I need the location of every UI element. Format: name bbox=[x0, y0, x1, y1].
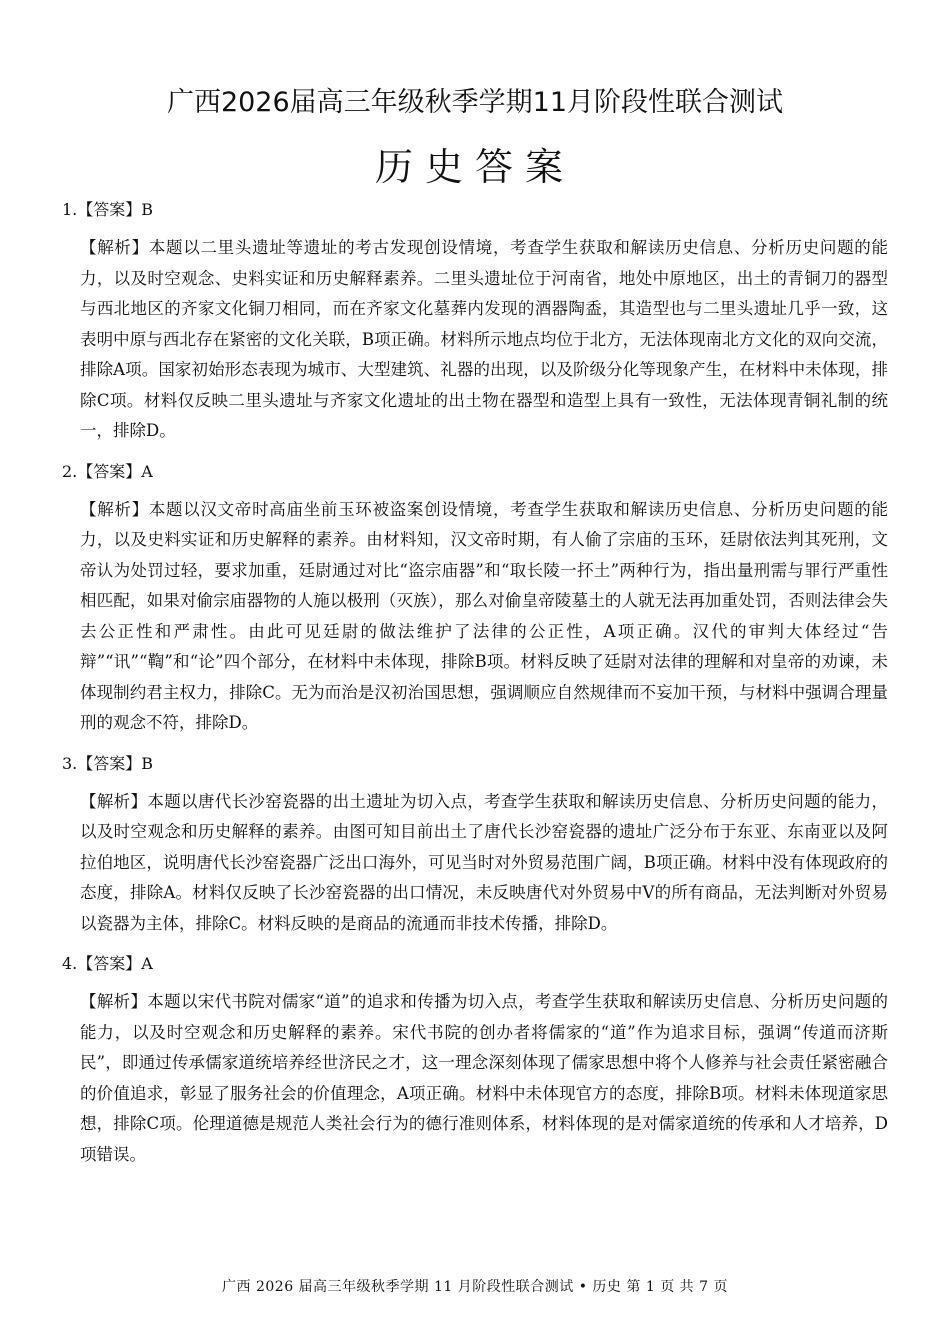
question-item bbox=[62, 753, 888, 940]
page-footer: 广西 2026 届高三年级秋季学期 11 月阶段性联合测试 • 历史 第 1 页 共 7 页 bbox=[222, 1279, 728, 1295]
document-subtitle: 历史答案 bbox=[374, 145, 575, 189]
question-item bbox=[62, 953, 888, 1170]
question-item bbox=[62, 461, 888, 739]
analysis-paragraph: 【解析】本题以宋代书院对儒家“道”的追求和传播为切入点，考查学生获取和解读历史信息、分析历史问题的能力，以及时空观念和历史解释的素养。宋代书院的创办者将儒家的“道”作为追求目标，强调“传道而济斯民”，即通过传承儒家道统培养经世济民之才，这一理念深刻体现了儒家思想中将个人修养与社会责任紧密融合的价值追求，彰显了服务社会的价值理念，A项正确。材料中未体现官方的态度，排除B项。材料未体现道家思想，排除C项。伦理道德是规范人类社会行为的德行准则体系，材料体现的是对儒家道统的传承和人才培养，D项错误。 bbox=[80, 992, 888, 1164]
answer-label: 1.【答案】B bbox=[62, 200, 154, 219]
analysis-paragraph: 【解析】本题以汉文帝时高庙坐前玉环被盗案创设情境，考查学生获取和解读历史信息、分析历史问题的能力，以及史料实证和历史解释的素养。由材料知，汉文帝时期，有人偷了宗庙的玉环，廷尉依法判其死刑，文帝认为处罚过轻，要求加重，廷尉通过对比“盗宗庙器”和“取长陵一抔土”两种行为，指出量刑需与罪行严重性相匹配，如果对偷宗庙器物的人施以极刑（灭族），那么对偷皇帝陵墓土的人就无法再加重处罚，否则法律会失去公正性和严肃性。由此可见廷尉的做法维护了法律的公正性，A项正确。汉代的审判大体经过“告辩”“讯”“鞫”和“论”四个部分，在材料中未体现，排除B项。材料反映了廷尉对法律的理解和对皇帝的劝谏，未体现制约君主权力，排除C。无为而治是汉初治国思想，强调顺应自然规律而不妄加干预，与材料中强调合理量刑的观念不符，排除D。 bbox=[80, 499, 888, 732]
document-title: 广西2026届高三年级秋季学期11月阶段性联合测试 bbox=[166, 87, 784, 118]
analysis-paragraph: 【解析】本题以唐代长沙窑瓷器的出土遗址为切入点，考查学生获取和解读历史信息、分析历史问题的能力，以及时空观念和历史解释的素养。由图可知目前出土了唐代长沙窑瓷器的遗址广泛分布于东亚、东南亚以及阿拉伯地区，说明唐代长沙窑瓷器广泛出口海外，可见当时对外贸易范围广阔，B项正确。材料中没有体现政府的态度，排除A。材料仅反映了长沙窑瓷器的出口情况，未反映唐代对外贸易中V的所有商品，无法判断对外贸易以瓷器为主体，排除C。材料反映的是商品的流通而非技术传播，排除D。 bbox=[80, 791, 888, 933]
answer-label: 4.【答案】A bbox=[62, 954, 153, 973]
answer-label: 2.【答案】A bbox=[62, 461, 153, 481]
analysis-paragraph: 【解析】本题以二里头遗址等遗址的考古发现创设情境，考查学生获取和解读历史信息、分析历史问题的能力，以及时空观念、史料实证和历史解释素养。二里头遗址位于河南省，地处中原地区，出土的青铜刀的器型与西北地区的齐家文化铜刀相同，而在齐家文化墓葬内发现的酒器陶盉，其造型也与二里头遗址几乎一致，这表明中原与西北存在紧密的文化关联，B项正确。材料所示地点均位于北方，无法体现南北方文化的双向交流，排除A项。国家初始形态表现为城市、大型建筑、礼器的出现，以及阶级分化等现象产生，在材料中未体现，排除C项。材料仅反映二里头遗址与齐家文化遗址的出土物在器型和造型上具有一致性，无法体现青铜礼制的统一，排除D。 bbox=[80, 238, 888, 440]
answer-list bbox=[62, 199, 888, 1170]
answer-label: 3.【答案】B bbox=[62, 753, 154, 773]
question-item bbox=[62, 199, 888, 447]
